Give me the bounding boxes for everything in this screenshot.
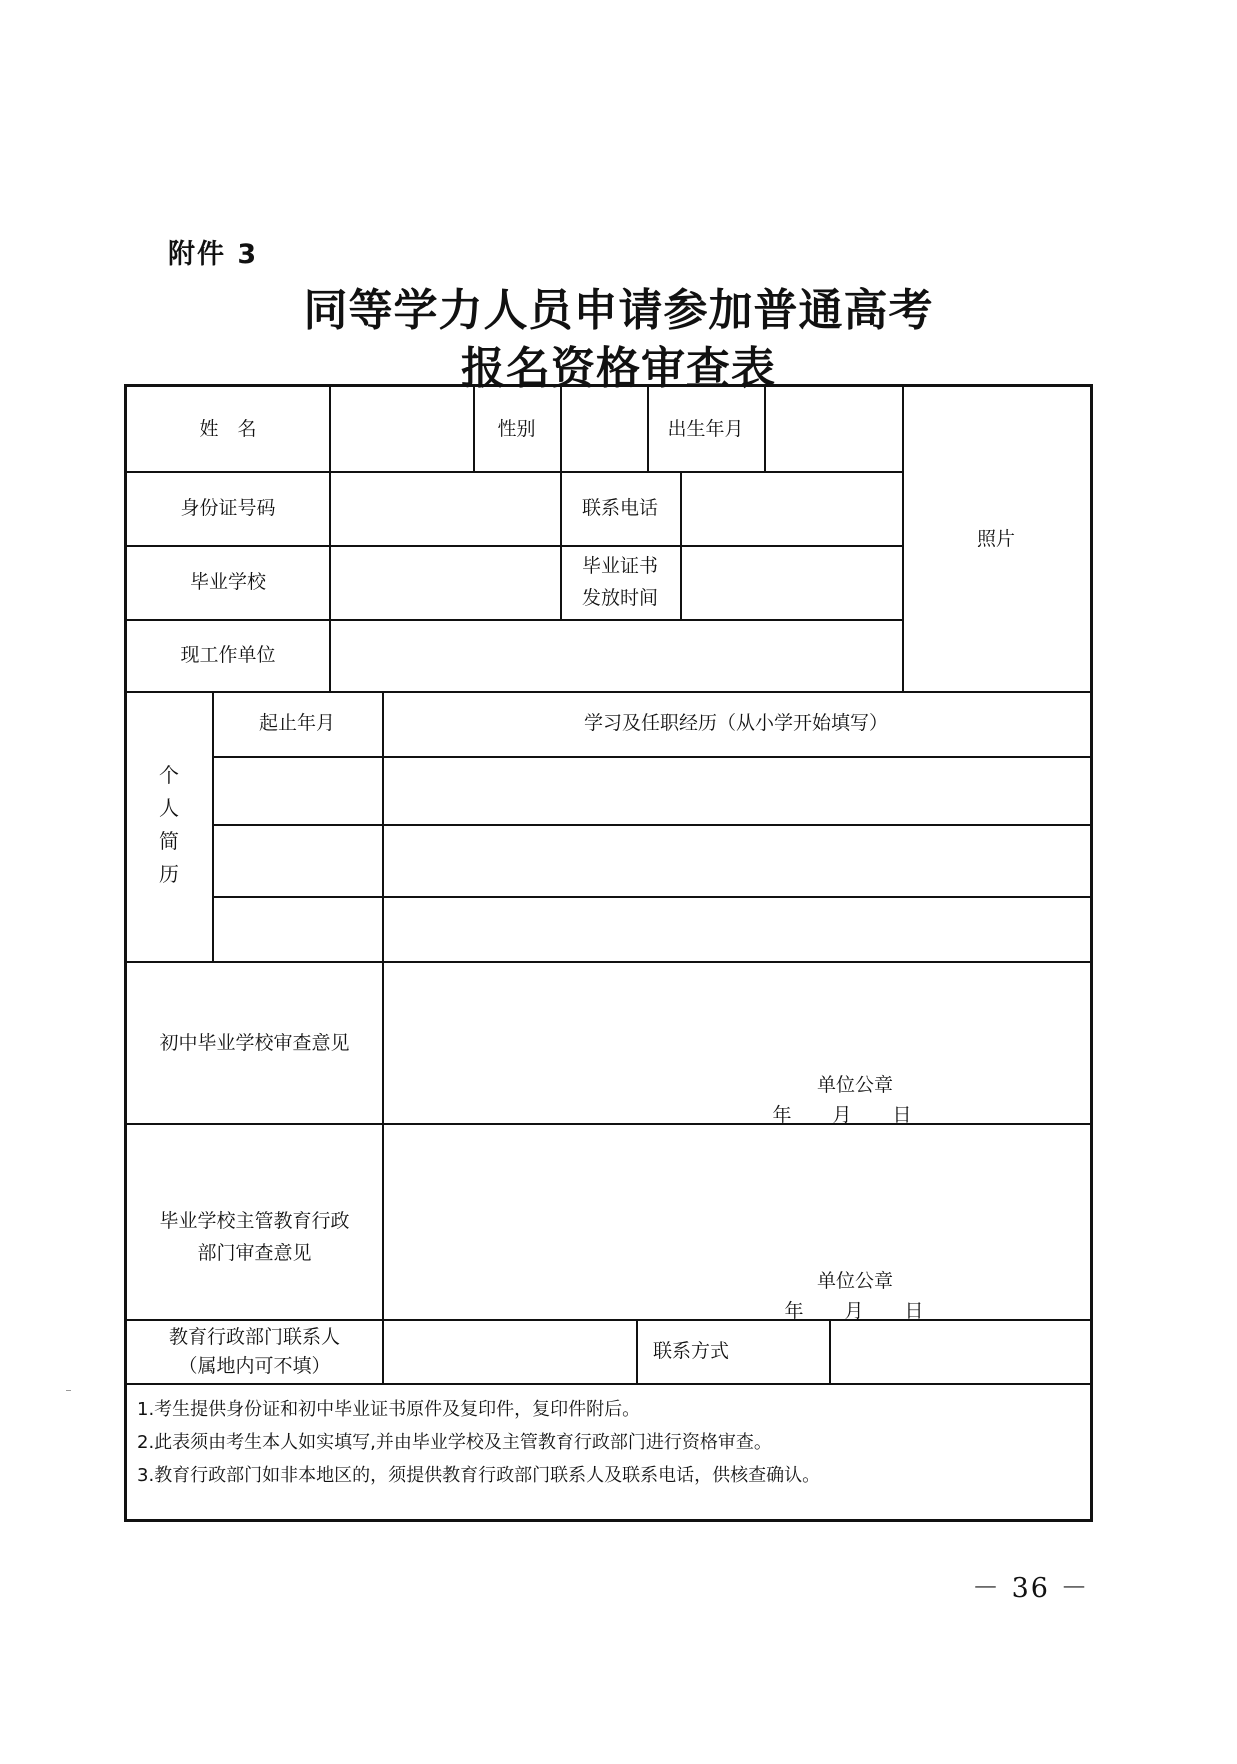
note-line: 2.此表须由考生本人如实填写,并由毕业学校及主管教育行政部门进行资格审查。: [137, 1432, 772, 1453]
page-number: － 36 －: [972, 1573, 1090, 1604]
review2-year: 年: [784, 1300, 804, 1322]
row-line: [127, 471, 902, 473]
row-line: [127, 691, 1090, 693]
review1-day: 日: [892, 1104, 912, 1126]
row-line: [212, 824, 1090, 826]
work-unit-label: 现工作单位: [180, 644, 276, 666]
row-line: [212, 896, 1090, 898]
row-line: [127, 619, 902, 621]
review1-label: 初中毕业学校审查意见: [159, 1032, 350, 1054]
col-line: [764, 387, 766, 471]
page-subtitle: 报名资格审查表: [461, 343, 776, 394]
gender-label: 性别: [497, 418, 536, 440]
phone-label: 联系电话: [581, 497, 658, 519]
row-line: [127, 1123, 1090, 1125]
resume-label-char: 历: [159, 862, 179, 886]
page-title: 同等学力人员申请参加普通高考: [303, 285, 934, 336]
resume-period-header: 起止年月: [258, 712, 335, 734]
row-line: [212, 756, 1090, 758]
col-line: [560, 387, 562, 471]
col-line: [329, 387, 331, 691]
review1-year: 年: [772, 1104, 792, 1126]
row-line: [127, 545, 902, 547]
col-line: [680, 471, 682, 619]
review2-label: 毕业学校主管教育行政: [159, 1210, 350, 1232]
resume-history-header: 学习及任职经历（从小学开始填写）: [583, 712, 888, 734]
contact-person-label: 教育行政部门联系人: [168, 1326, 340, 1348]
id-number-label: 身份证号码: [180, 497, 276, 519]
cert-time-label: 发放时间: [581, 587, 658, 609]
review2-label: 部门审查意见: [197, 1242, 312, 1264]
resume-label-char: 个: [159, 763, 179, 787]
application-form: [124, 384, 1093, 1522]
review2-day: 日: [904, 1300, 924, 1322]
resume-label-char: 简: [159, 829, 179, 853]
school-label: 毕业学校: [189, 571, 266, 593]
row-line: [127, 961, 1090, 963]
birth-label: 出生年月: [667, 418, 744, 440]
contact-person-note: （属地内可不填）: [178, 1355, 331, 1377]
photo-label: 照片: [976, 528, 1015, 550]
note-line: 3.教育行政部门如非本地区的，须提供教育行政部门联系人及联系电话，供核查确认。: [137, 1465, 821, 1486]
review2-seal: 单位公章: [816, 1270, 893, 1292]
scan-mark: [66, 1390, 71, 1391]
contact-method-label: 联系方式: [652, 1340, 729, 1362]
note-line: 1.考生提供身份证和初中毕业证书原件及复印件，复印件附后。: [137, 1399, 641, 1420]
cert-time-label: 毕业证书: [581, 555, 658, 577]
col-line: [829, 1319, 831, 1383]
row-line: [127, 1383, 1090, 1385]
attachment-label: 附件 3: [168, 239, 259, 270]
name-label: 姓 名: [199, 418, 257, 440]
col-line: [382, 691, 384, 1383]
resume-label-char: 人: [159, 796, 179, 820]
review1-month: 月: [832, 1104, 852, 1126]
review2-month: 月: [844, 1300, 864, 1322]
review1-seal: 单位公章: [816, 1074, 893, 1096]
